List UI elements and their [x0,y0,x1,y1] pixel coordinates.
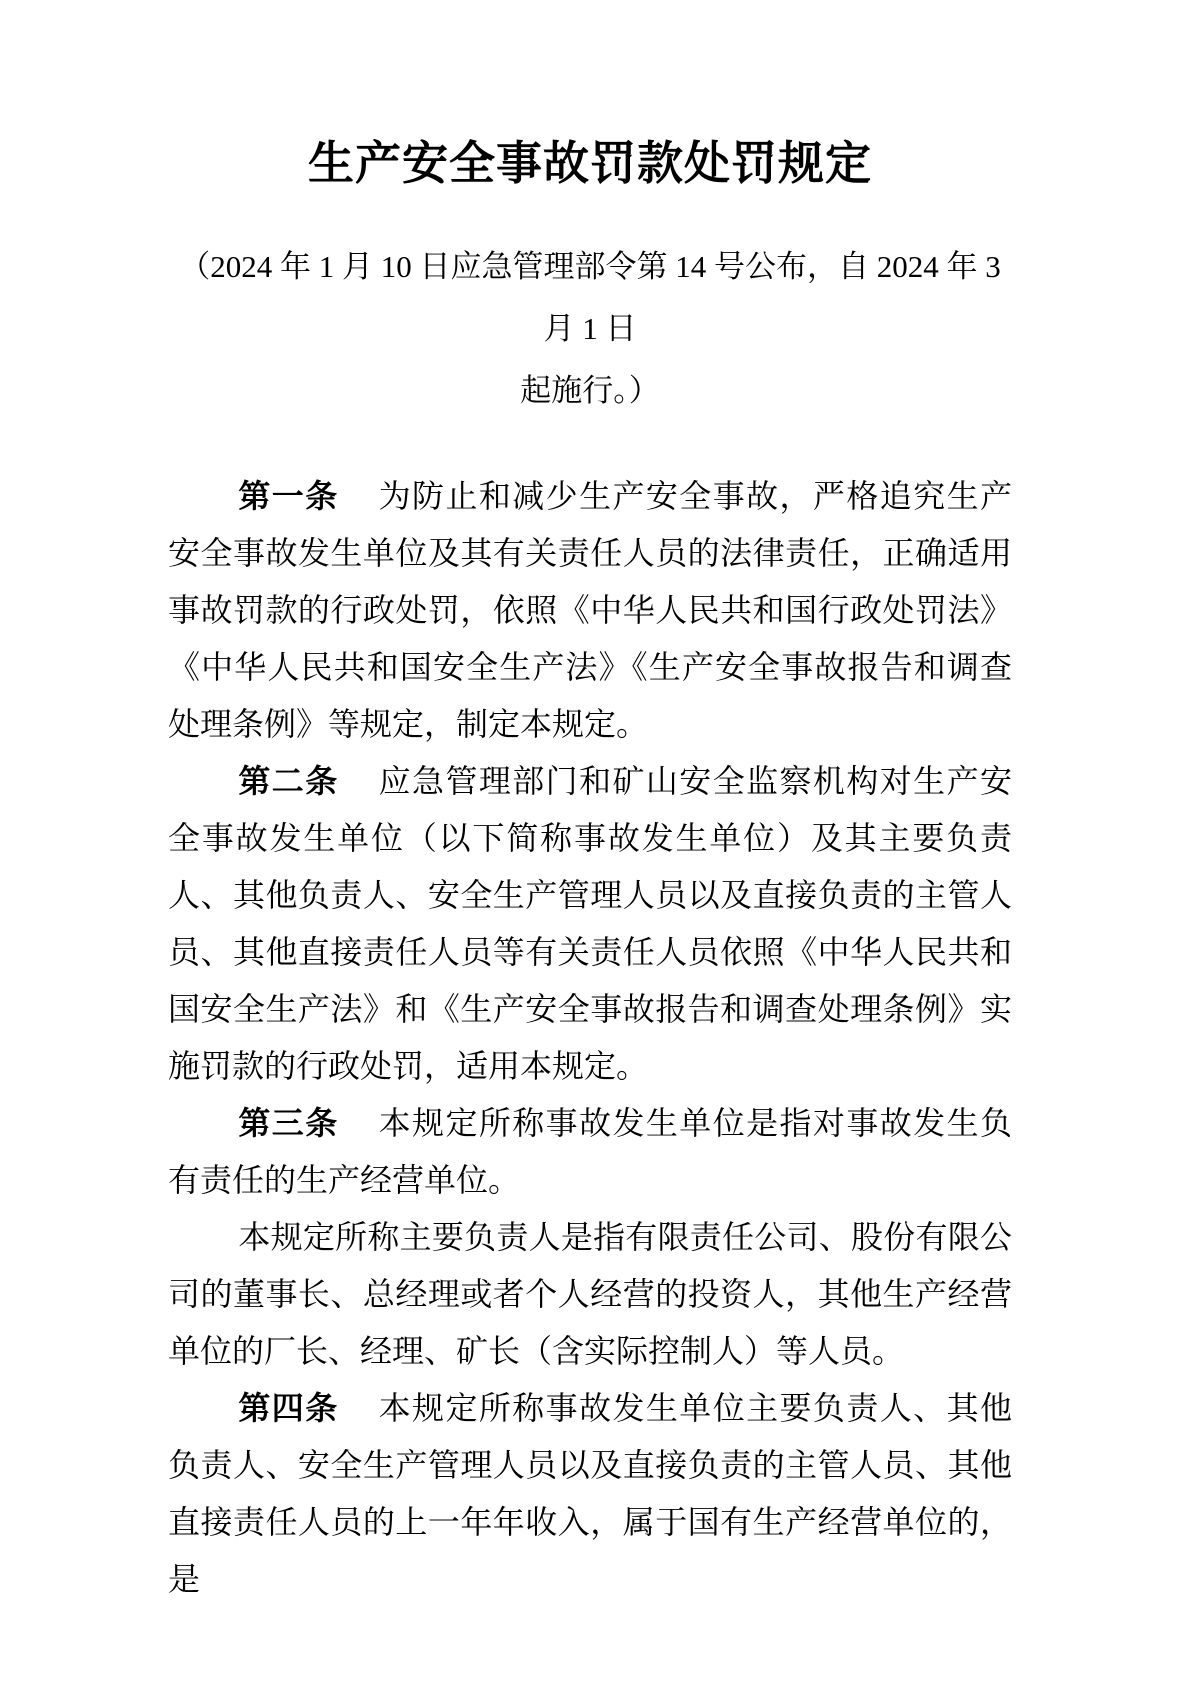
article-number-5: 第四条 [238,1390,339,1426]
article-paragraph-1 [168,468,1012,753]
article-text-1: 为防止和减少生产安全事故，严格追究生产安全事故发生单位及其有关责任人员的法律责任，正确适用事故罚款的行政处罚，依照《中华人民共和国行政处罚法》《中华人民共和国安全生产法》《生产安全事故报告和调查处理条例》等规定，制定本规定。 [168,478,1012,742]
article-number-1: 第一条 [238,478,339,514]
article-paragraph-2 [168,753,1012,1095]
article-paragraph-4 [168,1209,1012,1380]
subtitle-line-1: （2024 年 1 月 10 日应急管理部令第 14 号公布，自 2024 年 3 月 1 日 [179,249,1001,346]
article-text-3: 本规定所称事故发生单位是指对事故发生负有责任的生产经营单位。 [168,1105,1012,1198]
document-body [168,468,1012,1608]
article-number-2: 第二条 [238,763,339,799]
document-subtitle [168,236,1012,422]
subtitle-line-2: 起施行。） [520,373,660,408]
article-text-4: 本规定所称主要负责人是指有限责任公司、股份有限公司的董事长、总经理或者个人经营的投资人，其他生产经营单位的厂长、经理、矿长（含实际控制人）等人员。 [168,1219,1012,1369]
article-paragraph-3 [168,1095,1012,1209]
article-number-3: 第三条 [238,1105,339,1141]
document-title: 生产安全事故罚款处罚规定 [308,138,872,189]
article-text-5: 本规定所称事故发生单位主要负责人、其他负责人、安全生产管理人员以及直接负责的主管人员、其他直接责任人员的上一年年收入，属于国有生产经营单位的，是 [168,1390,1012,1597]
article-paragraph-5 [168,1380,1012,1608]
article-text-2: 应急管理部门和矿山安全监察机构对生产安全事故发生单位（以下简称事故发生单位）及其主要负责人、其他负责人、安全生产管理人员以及直接负责的主管人员、其他直接责任人员等有关责任人员依照《中华人民共和国安全生产法》和《生产安全事故报告和调查处理条例》实施罚款的行政处罚，适用本规定。 [168,763,1012,1084]
